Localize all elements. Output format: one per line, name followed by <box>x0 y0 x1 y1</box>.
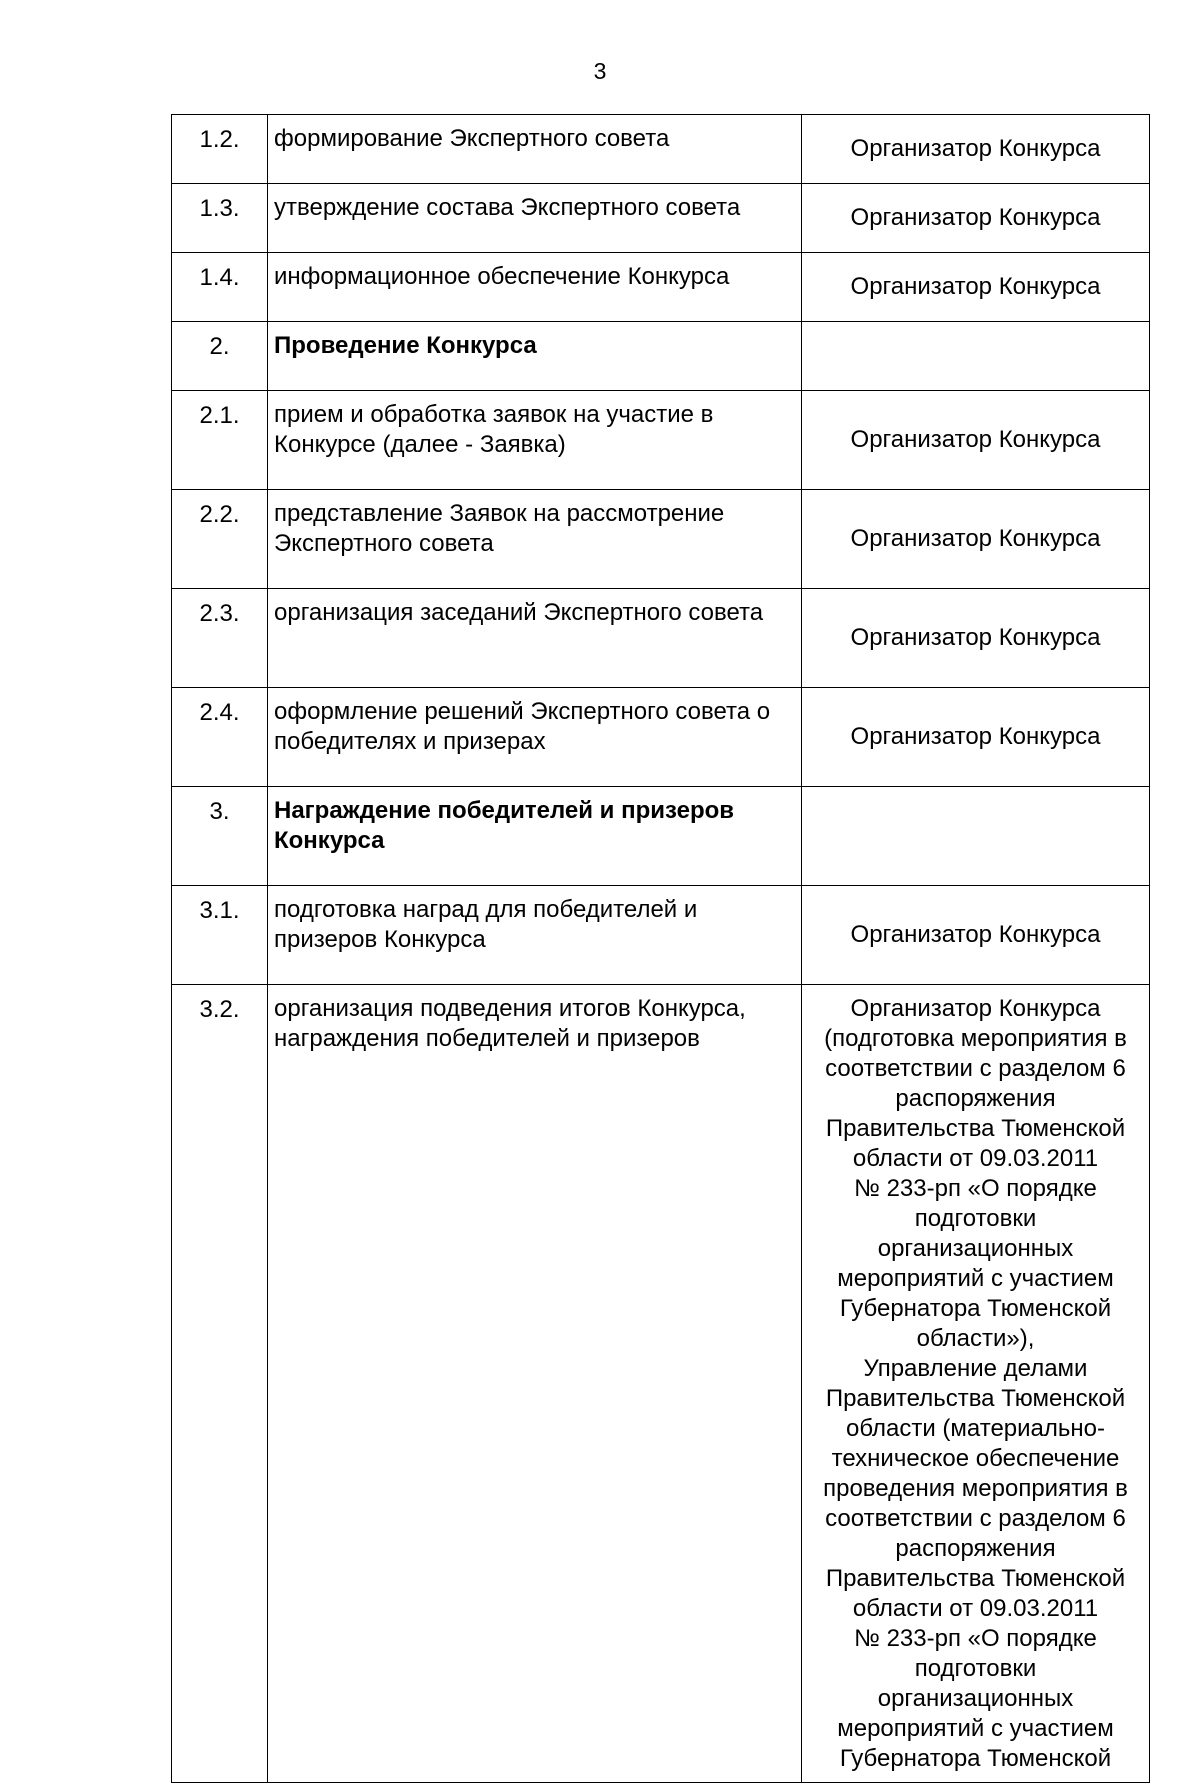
responsible-cell <box>802 787 1150 886</box>
responsible-line: Губернатора Тюменской <box>839 1295 1112 1322</box>
responsible-line: подготовки <box>914 1205 1037 1232</box>
section-title: Проведение Конкурса <box>268 322 802 391</box>
row-number: 2.1. <box>172 391 268 490</box>
task-cell: организация подведения итогов Конкурса, награждения победителей и призеров <box>268 985 802 1783</box>
row-number: 3.2. <box>172 985 268 1783</box>
responsible-cell <box>802 322 1150 391</box>
responsible-line: техническое обеспечение <box>831 1445 1120 1472</box>
responsible-line: соответствии с разделом 6 <box>825 1505 1126 1532</box>
responsible-line: распоряжения <box>895 1085 1056 1112</box>
responsible-cell: Организатор Конкурса <box>802 589 1150 688</box>
table-row-section <box>172 787 1150 886</box>
section-number: 3. <box>172 787 268 886</box>
responsible-line: мероприятий с участием <box>837 1265 1114 1292</box>
table-row <box>172 184 1150 253</box>
row-number: 3.1. <box>172 886 268 985</box>
task-cell: представление Заявок на рассмотрение Экспертного совета <box>268 490 802 589</box>
responsible-line: Организатор Конкурса <box>850 995 1101 1022</box>
table-row <box>172 688 1150 787</box>
responsible-line: области (материально- <box>845 1415 1106 1442</box>
responsible-cell: Организатор Конкурса <box>802 115 1150 184</box>
responsible-line: области от 09.03.2011 <box>852 1145 1099 1172</box>
task-cell: информационное обеспечение Конкурса <box>268 253 802 322</box>
responsible-line: Управление делами <box>863 1355 1088 1382</box>
task-cell: формирование Экспертного совета <box>268 115 802 184</box>
section-number: 2. <box>172 322 268 391</box>
responsible-cell: Организатор Конкурса <box>802 391 1150 490</box>
responsible-line: проведения мероприятия в <box>823 1475 1128 1502</box>
row-number: 2.3. <box>172 589 268 688</box>
row-number: 2.2. <box>172 490 268 589</box>
responsible-line: области от 09.03.2011 <box>852 1595 1099 1622</box>
section-title: Награждение победителей и призеров Конкурса <box>268 787 802 886</box>
responsible-line: № 233-рп «О порядке <box>854 1625 1097 1652</box>
responsible-line: Правительства Тюменской <box>825 1565 1126 1592</box>
responsible-cell: Организатор Конкурса <box>802 490 1150 589</box>
responsible-line: организационных <box>877 1235 1074 1262</box>
responsible-cell: Организатор Конкурса <box>802 688 1150 787</box>
row-number: 1.2. <box>172 115 268 184</box>
responsible-line: № 233-рп «О порядке <box>854 1175 1097 1202</box>
table-row <box>172 985 1150 1783</box>
task-cell: утверждение состава Экспертного совета <box>268 184 802 253</box>
table-row <box>172 589 1150 688</box>
responsible-line: Правительства Тюменской <box>825 1385 1126 1412</box>
responsible-line: организационных <box>877 1685 1074 1712</box>
task-cell: прием и обработка заявок на участие в Конкурсе (далее - Заявка) <box>268 391 802 490</box>
responsible-line: подготовки <box>914 1655 1037 1682</box>
responsible-cell: Организатор Конкурса <box>802 184 1150 253</box>
table-row-section <box>172 322 1150 391</box>
row-number: 1.3. <box>172 184 268 253</box>
table-row <box>172 886 1150 985</box>
responsible-line: Правительства Тюменской <box>825 1115 1126 1142</box>
table-row <box>172 115 1150 184</box>
responsible-line: распоряжения <box>895 1535 1056 1562</box>
responsible-line: (подготовка мероприятия в <box>824 1025 1127 1052</box>
task-cell: подготовка наград для победителей и призеров Конкурса <box>268 886 802 985</box>
page-number: 3 <box>593 58 607 84</box>
table-row <box>172 490 1150 589</box>
table-row <box>172 391 1150 490</box>
responsible-cell: Организатор Конкурса <box>802 253 1150 322</box>
responsible-line: Губернатора Тюменской <box>839 1745 1112 1772</box>
plan-table <box>171 114 1150 1783</box>
table-row <box>172 253 1150 322</box>
responsible-cell: Организатор Конкурса <box>802 886 1150 985</box>
responsible-line: соответствии с разделом 6 <box>825 1055 1126 1082</box>
responsible-cell-long <box>802 985 1150 1783</box>
row-number: 1.4. <box>172 253 268 322</box>
task-cell: организация заседаний Экспертного совета <box>268 589 802 688</box>
responsible-line: области»), <box>916 1325 1035 1352</box>
task-cell: оформление решений Экспертного совета о победителях и призерах <box>268 688 802 787</box>
responsible-line: мероприятий с участием <box>837 1715 1114 1742</box>
row-number: 2.4. <box>172 688 268 787</box>
